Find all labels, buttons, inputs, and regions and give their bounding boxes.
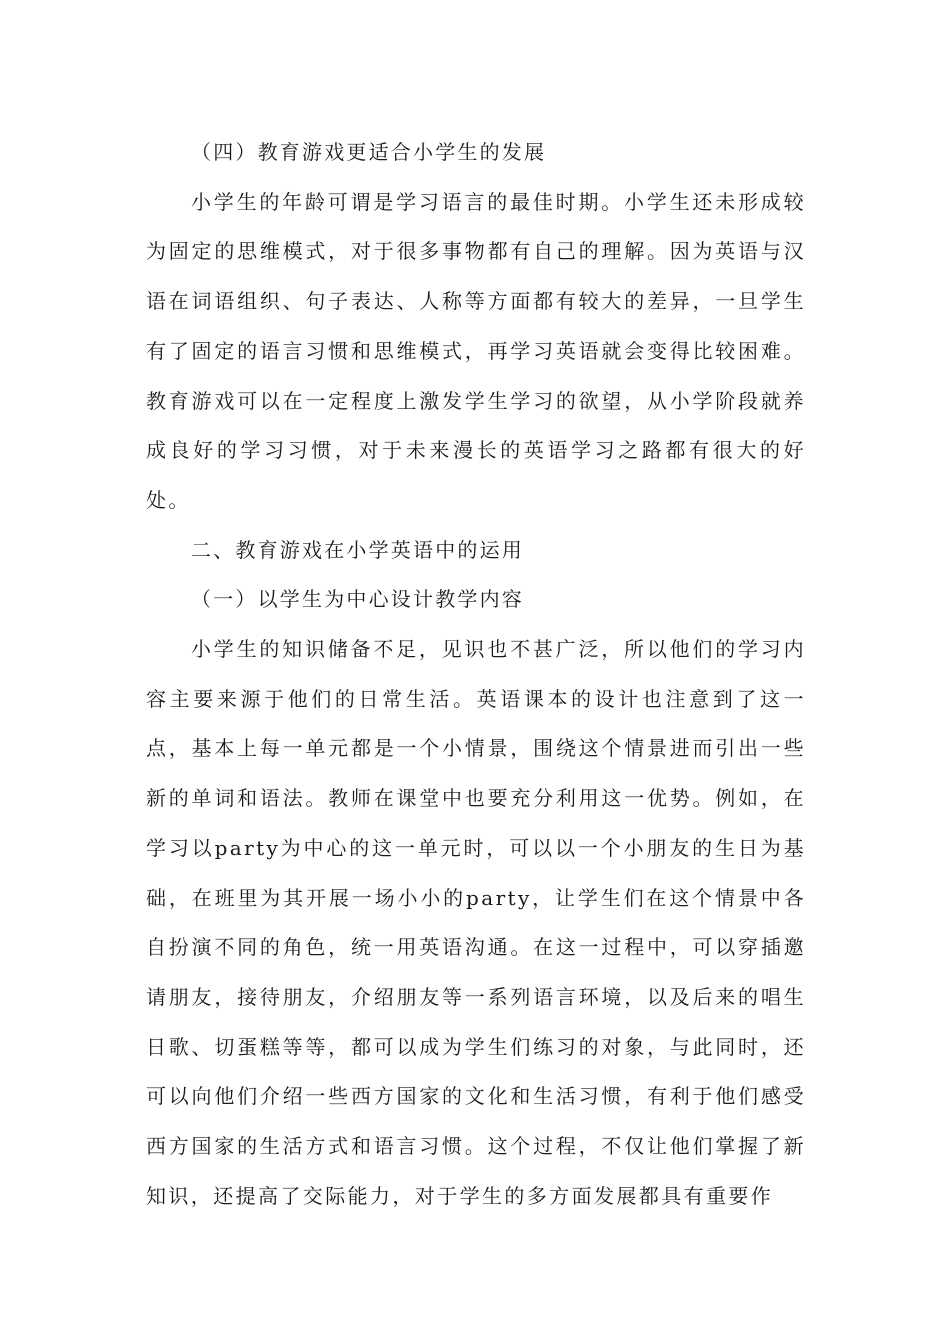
chapter-2-heading: 二、教育游戏在小学英语中的运用 (191, 537, 524, 562)
section-4-paragraph: 小学生的年龄可谓是学习语言的最佳时期。小学生还未形成较为固定的思维模式，对于很多事物都有自己的理解。因为英语与汉语在词语组织、句子表达、人称等方面都有较大的差异，一旦学生有了固定的语言习惯和思维模式，再学习英语就会变得比较困难。教育游戏可以在一定程度上激发学生学习的欲望，从小学阶段就养成良好的学习习惯，对于未来漫长的英语学习之路都有很大的好处。 (146, 189, 806, 512)
section-1-paragraph: 小学生的知识储备不足，见识也不甚广泛，所以他们的学习内容主要来源于他们的日常生活。英语课本的设计也注意到了这一点，基本上每一单元都是一个小情景，围绕这个情景进而引出一些新的单词和语法。教师在课堂中也要充分利用这一优势。例如，在学习以party为中心的这一单元时，可以以一个小朋友的生日为基础，在班里为其开展一场小小的party，让学生们在这个情景中各自扮演不同的角色，统一用英语沟通。在这一过程中，可以穿插邀请朋友，接待朋友，介绍朋友等一系列语言环境，以及后来的唱生日歌、切蛋糕等等，都可以成为学生们练习的对象，与此同时，还可以向他们介绍一些西方国家的文化和生活习惯，有利于他们感受西方国家的生活方式和语言习惯。这个过程，不仅让他们掌握了新知识，还提高了交际能力，对于学生的多方面发展都具有重要作 (146, 637, 806, 1208)
document-body (146, 128, 806, 1221)
section-1-heading: （一）以学生为中心设计教学内容 (191, 587, 524, 612)
section-4-heading: （四）教育游戏更适合小学生的发展 (191, 140, 547, 164)
